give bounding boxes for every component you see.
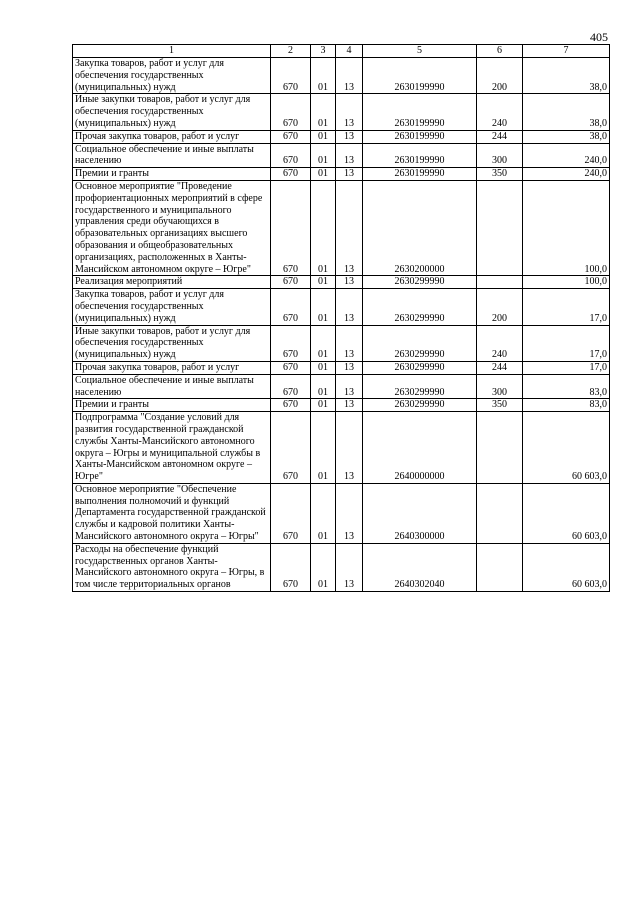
row-amount: 240,0	[523, 143, 610, 168]
row-target-code: 2630199990	[363, 130, 477, 143]
row-name: Премии и гранты	[73, 399, 271, 412]
row-ministry-code: 670	[271, 543, 311, 591]
row-target-code: 2630199990	[363, 94, 477, 130]
row-amount: 100,0	[523, 180, 610, 275]
row-expense-type: 240	[477, 94, 523, 130]
row-expense-type: 300	[477, 374, 523, 399]
table-row	[73, 361, 610, 374]
row-subsection-code: 13	[336, 94, 363, 130]
table-row	[73, 130, 610, 143]
row-ministry-code: 670	[271, 58, 311, 94]
row-section-code: 01	[311, 180, 336, 275]
row-name: Иные закупки товаров, работ и услуг для обеспечения государственных (муниципальных) нужд	[73, 325, 271, 361]
row-expense-type: 300	[477, 143, 523, 168]
row-ministry-code: 670	[271, 325, 311, 361]
table-row	[73, 143, 610, 168]
row-name: Социальное обеспечение и иные выплаты населению	[73, 374, 271, 399]
row-subsection-code: 13	[336, 289, 363, 325]
header-col-4: 4	[336, 45, 363, 58]
table-row	[73, 58, 610, 94]
row-section-code: 01	[311, 168, 336, 181]
row-expense-type: 244	[477, 130, 523, 143]
row-section-code: 01	[311, 374, 336, 399]
row-target-code: 2630199990	[363, 58, 477, 94]
row-target-code: 2630199990	[363, 168, 477, 181]
header-row	[73, 45, 610, 58]
table-row	[73, 94, 610, 130]
row-target-code: 2640302040	[363, 543, 477, 591]
row-subsection-code: 13	[336, 412, 363, 484]
row-section-code: 01	[311, 361, 336, 374]
row-ministry-code: 670	[271, 130, 311, 143]
row-amount: 60 603,0	[523, 543, 610, 591]
row-subsection-code: 13	[336, 374, 363, 399]
row-section-code: 01	[311, 543, 336, 591]
table-row	[73, 168, 610, 181]
row-target-code: 2630299990	[363, 374, 477, 399]
row-amount: 100,0	[523, 276, 610, 289]
table-body	[73, 58, 610, 592]
row-expense-type	[477, 180, 523, 275]
header-col-6: 6	[477, 45, 523, 58]
row-subsection-code: 13	[336, 325, 363, 361]
row-target-code: 2630199990	[363, 143, 477, 168]
row-expense-type: 244	[477, 361, 523, 374]
row-name: Прочая закупка товаров, работ и услуг	[73, 130, 271, 143]
row-expense-type: 350	[477, 399, 523, 412]
table-row	[73, 399, 610, 412]
table-row	[73, 276, 610, 289]
table-row	[73, 483, 610, 543]
row-name: Реализация мероприятий	[73, 276, 271, 289]
table-row	[73, 289, 610, 325]
row-expense-type	[477, 483, 523, 543]
row-amount: 17,0	[523, 325, 610, 361]
row-subsection-code: 13	[336, 483, 363, 543]
row-ministry-code: 670	[271, 399, 311, 412]
row-name: Основное мероприятие "Проведение профориентационных мероприятий в сфере государственного и муниципального управления среди обучающихся в образовательных организациях высшего образования и общеобразовательных организациях, расположенных в Ханты-Мансийском автономном округе – Югре"	[73, 180, 271, 275]
page-number: 405	[590, 30, 608, 44]
row-target-code: 2630299990	[363, 399, 477, 412]
row-name: Премии и гранты	[73, 168, 271, 181]
row-subsection-code: 13	[336, 276, 363, 289]
header-col-5: 5	[363, 45, 477, 58]
header-col-2: 2	[271, 45, 311, 58]
table-header	[73, 45, 610, 58]
row-section-code: 01	[311, 325, 336, 361]
row-ministry-code: 670	[271, 94, 311, 130]
table-row	[73, 412, 610, 484]
row-expense-type: 200	[477, 58, 523, 94]
row-target-code: 2630299990	[363, 325, 477, 361]
row-expense-type: 240	[477, 325, 523, 361]
row-ministry-code: 670	[271, 180, 311, 275]
row-section-code: 01	[311, 143, 336, 168]
row-section-code: 01	[311, 399, 336, 412]
row-subsection-code: 13	[336, 143, 363, 168]
row-section-code: 01	[311, 130, 336, 143]
row-ministry-code: 670	[271, 361, 311, 374]
row-section-code: 01	[311, 483, 336, 543]
row-amount: 83,0	[523, 399, 610, 412]
row-name: Иные закупки товаров, работ и услуг для обеспечения государственных (муниципальных) нужд	[73, 94, 271, 130]
row-subsection-code: 13	[336, 168, 363, 181]
row-amount: 17,0	[523, 289, 610, 325]
row-ministry-code: 670	[271, 412, 311, 484]
row-ministry-code: 670	[271, 289, 311, 325]
budget-table	[72, 44, 610, 592]
row-amount: 38,0	[523, 94, 610, 130]
row-target-code: 2640000000	[363, 412, 477, 484]
row-expense-type	[477, 412, 523, 484]
row-section-code: 01	[311, 289, 336, 325]
row-amount: 38,0	[523, 58, 610, 94]
row-target-code: 2630200000	[363, 180, 477, 275]
row-amount: 60 603,0	[523, 483, 610, 543]
header-col-7: 7	[523, 45, 610, 58]
row-subsection-code: 13	[336, 58, 363, 94]
row-ministry-code: 670	[271, 374, 311, 399]
row-expense-type	[477, 276, 523, 289]
header-col-3: 3	[311, 45, 336, 58]
row-section-code: 01	[311, 412, 336, 484]
row-name: Основное мероприятие "Обеспечение выполнения полномочий и функций Департамента государственной гражданской службы и кадровой политики Ханты-Мансийского автономного округа – Югры"	[73, 483, 271, 543]
row-name: Прочая закупка товаров, работ и услуг	[73, 361, 271, 374]
table-row	[73, 374, 610, 399]
row-ministry-code: 670	[271, 143, 311, 168]
row-subsection-code: 13	[336, 180, 363, 275]
row-section-code: 01	[311, 58, 336, 94]
row-subsection-code: 13	[336, 130, 363, 143]
row-name: Закупка товаров, работ и услуг для обеспечения государственных (муниципальных) нужд	[73, 58, 271, 94]
row-target-code: 2630299990	[363, 361, 477, 374]
row-name: Закупка товаров, работ и услуг для обеспечения государственных (муниципальных) нужд	[73, 289, 271, 325]
row-target-code: 2640300000	[363, 483, 477, 543]
row-section-code: 01	[311, 276, 336, 289]
table-row	[73, 180, 610, 275]
row-expense-type: 350	[477, 168, 523, 181]
table-row	[73, 325, 610, 361]
row-section-code: 01	[311, 94, 336, 130]
row-ministry-code: 670	[271, 483, 311, 543]
row-ministry-code: 670	[271, 168, 311, 181]
row-expense-type: 200	[477, 289, 523, 325]
row-target-code: 2630299990	[363, 276, 477, 289]
row-amount: 17,0	[523, 361, 610, 374]
row-subsection-code: 13	[336, 543, 363, 591]
row-target-code: 2630299990	[363, 289, 477, 325]
row-amount: 240,0	[523, 168, 610, 181]
row-amount: 60 603,0	[523, 412, 610, 484]
row-subsection-code: 13	[336, 399, 363, 412]
row-name: Подпрограмма "Создание условий для развития государственной гражданской службы Ханты-Мансийского автономного округа – Югры и муниципальной службы в Ханты-Мансийском автономном округе – Югре"	[73, 412, 271, 484]
row-subsection-code: 13	[336, 361, 363, 374]
row-ministry-code: 670	[271, 276, 311, 289]
row-name: Расходы на обеспечение функций государственных органов Ханты-Мансийского автономного округа – Югры, в том числе территориальных органов	[73, 543, 271, 591]
table-row	[73, 543, 610, 591]
row-amount: 38,0	[523, 130, 610, 143]
header-col-1: 1	[73, 45, 271, 58]
row-amount: 83,0	[523, 374, 610, 399]
row-expense-type	[477, 543, 523, 591]
row-name: Социальное обеспечение и иные выплаты населению	[73, 143, 271, 168]
